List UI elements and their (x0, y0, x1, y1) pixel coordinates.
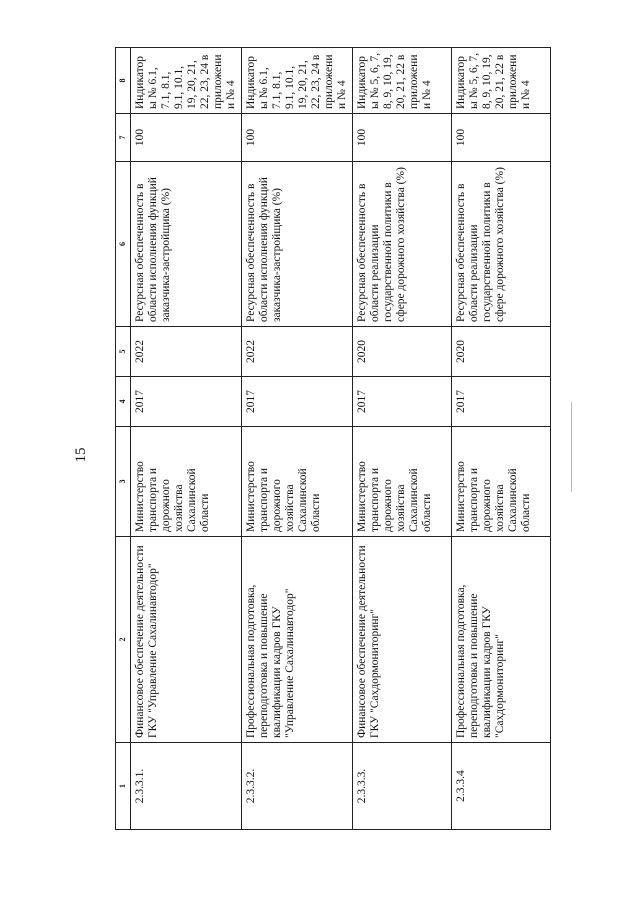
header-col-4: 4 (116, 377, 131, 427)
cell-id: 2.3.3.1. (131, 743, 242, 830)
cell-end-year: 2020 (452, 327, 551, 377)
page-number-text: 15 (72, 447, 89, 463)
header-col-5: 5 (116, 327, 131, 377)
cell-executor: Министерство транспорта и дорожного хозяйства Сахалинской области (242, 427, 353, 537)
cell-value: 100 (353, 114, 452, 162)
table-wrapper (115, 48, 531, 830)
cell-value: 100 (131, 114, 242, 162)
table-row (353, 48, 452, 830)
cell-link: Индикаторы № 6.1, 7.1, 8.1, 9.1, 10.1, 19, 20, 21, 22, 23, 24 в приложении № 4 (242, 48, 353, 114)
header-col-6: 6 (116, 162, 131, 327)
header-col-7: 7 (116, 114, 131, 162)
header-col-3: 3 (116, 427, 131, 537)
cell-name: Финансовое обеспечение деятельности ГКУ "Сахдормониторинг" (353, 537, 452, 743)
header-col-1: 1 (116, 743, 131, 830)
cell-executor: Министерство транспорта и дорожного хозяйства Сахалинской области (131, 427, 242, 537)
cell-name: Профессиональная подготовка, переподготовка и повышение квалификации кадров ГКУ "Сахдормониторинг" (452, 537, 551, 743)
cell-id: 2.3.3.4 (452, 743, 551, 830)
page-number (66, 440, 96, 470)
table-row (242, 48, 353, 830)
measures-table (115, 47, 551, 830)
cell-indicator: Ресурсная обеспеченность в области исполнения функций заказчика-застройщика (%) (242, 162, 353, 327)
cell-name: Финансовое обеспечение деятельности ГКУ "Управление Сахалинавтодор" (131, 537, 242, 743)
table-row (452, 48, 551, 830)
header-col-2: 2 (116, 537, 131, 743)
cell-link: Индикаторы № 5, 6, 7, 8, 9, 10, 19, 20, 21, 22 в приложении № 4 (353, 48, 452, 114)
rotated-table-container (115, 48, 531, 830)
cell-indicator: Ресурсная обеспеченность в области исполнения функций заказчика-застройщика (%) (131, 162, 242, 327)
cell-start-year: 2017 (353, 377, 452, 427)
table-header-row (116, 48, 131, 830)
cell-end-year: 2020 (353, 327, 452, 377)
cell-end-year: 2022 (131, 327, 242, 377)
cell-link: Индикаторы № 6.1, 7.1, 8.1, 9.1, 10.1, 19, 20, 21, 22, 23, 24 в приложении № 4 (131, 48, 242, 114)
cell-value: 100 (242, 114, 353, 162)
cell-id: 2.3.3.2. (242, 743, 353, 830)
cell-indicator: Ресурсная обеспеченность в области реализации государственной политики в сфере дорожного хозяйства (%) (452, 162, 551, 327)
cell-name: Профессиональная подготовка, переподготовка и повышение квалификации кадров ГКУ "Управление Сахалинавтодор" (242, 537, 353, 743)
header-col-8: 8 (116, 48, 131, 114)
cell-end-year: 2022 (242, 327, 353, 377)
cell-start-year: 2017 (452, 377, 551, 427)
cell-indicator: Ресурсная обеспеченность в области реализации государственной политики в сфере дорожного хозяйства (%) (353, 162, 452, 327)
cell-link: Индикаторы № 5, 6, 7, 8, 9, 10, 19, 20, 21, 22 в приложении № 4 (452, 48, 551, 114)
scan-artifact-line (571, 402, 572, 492)
cell-executor: Министерство транспорта и дорожного хозяйства Сахалинской области (452, 427, 551, 537)
cell-start-year: 2017 (131, 377, 242, 427)
table-row (131, 48, 242, 830)
cell-executor: Министерство транспорта и дорожного хозяйства Сахалинской области (353, 427, 452, 537)
cell-id: 2.3.3.3. (353, 743, 452, 830)
cell-start-year: 2017 (242, 377, 353, 427)
cell-value: 100 (452, 114, 551, 162)
